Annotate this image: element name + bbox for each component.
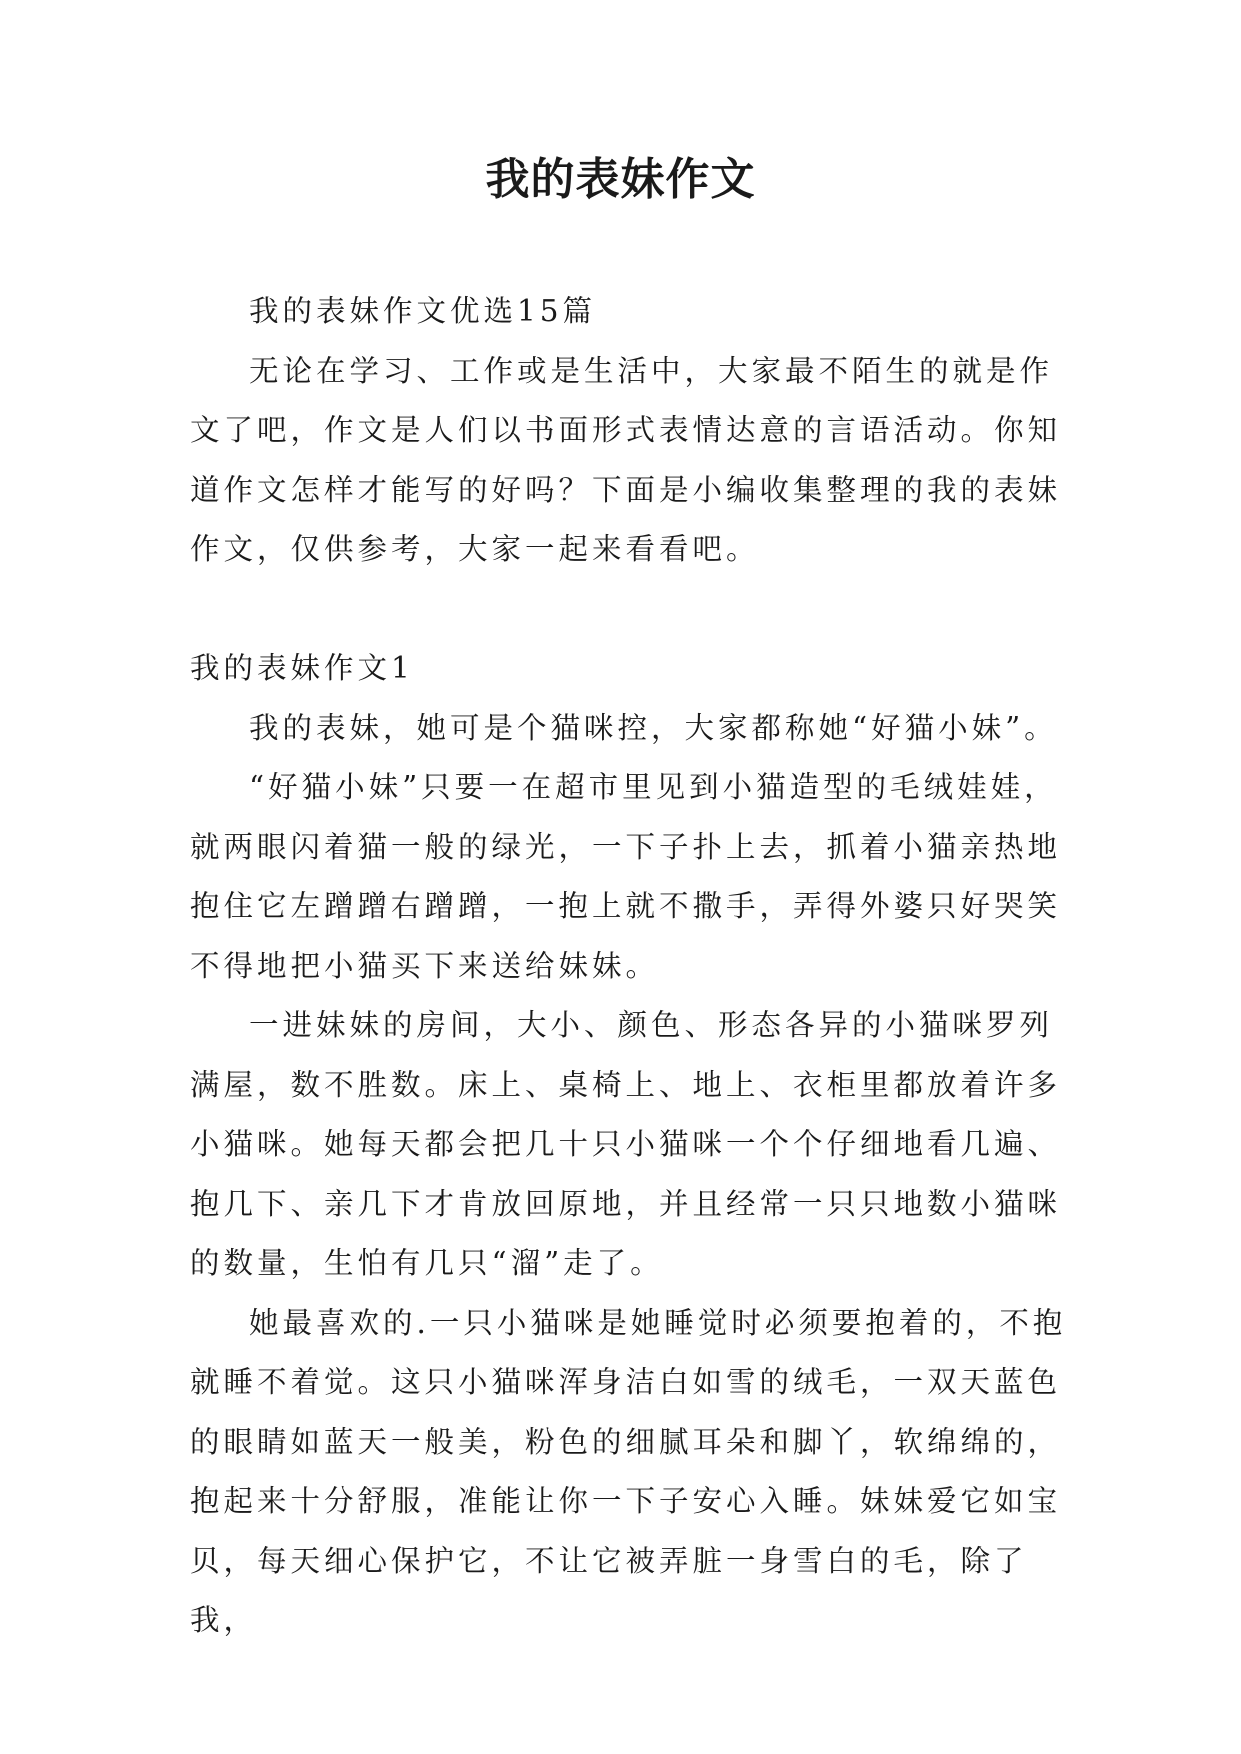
intro-paragraph: 无论在学习、工作或是生活中，大家最不陌生的就是作文了吧，作文是人们以书面形式表情达意的言语活动。你知道作文怎样才能写的好吗？下面是小编收集整理的我的表妹作文，仅供参考，大家一起来看看吧。: [190, 353, 1062, 566]
paragraph-gap: [190, 580, 1070, 640]
document-body: [190, 282, 1070, 1651]
section-heading: 我的表妹作文1: [190, 651, 414, 685]
subtitle-line: 我的表妹作文优选15篇: [249, 294, 597, 328]
body-paragraph-1: 我的表妹，她可是个猫咪控，大家都称她“好猫小妹”。: [249, 710, 1058, 745]
body-paragraph-4: 她最喜欢的.一只小猫咪是她睡觉时必须要抱着的，不抱就睡不着觉。这只小猫咪浑身洁白如雪的绒毛，一双天蓝色的眼睛如蓝天一般美，粉色的细腻耳朵和脚丫，软绵绵的，抱起来十分舒服，准能让你一下子安心入睡。妹妹爱它如宝贝，每天细心保护它，不让它被弄脏一身雪白的毛，除了我，: [190, 1305, 1067, 1637]
document-title: 我的表妹作文: [485, 154, 756, 205]
body-paragraph-3: 一进妹妹的房间，大小、颜色、形态各异的小猫咪罗列满屋，数不胜数。床上、桌椅上、地上、衣柜里都放着许多小猫咪。她每天都会把几十只小猫咪一个个仔细地看几遍、抱几下、亲几下才肯放回原地，并且经常一只只地数小猫咪的数量，生怕有几只“溜”走了。: [190, 1008, 1062, 1280]
body-paragraph-2: “好猫小妹”只要一在超市里见到小猫造型的毛绒娃娃，就两眼闪着猫一般的绿光，一下子扑上去，抓着小猫亲热地抱住它左蹭蹭右蹭蹭，一抱上就不撒手，弄得外婆只好哭笑不得地把小猫买下来送给妹妹。: [190, 770, 1062, 983]
